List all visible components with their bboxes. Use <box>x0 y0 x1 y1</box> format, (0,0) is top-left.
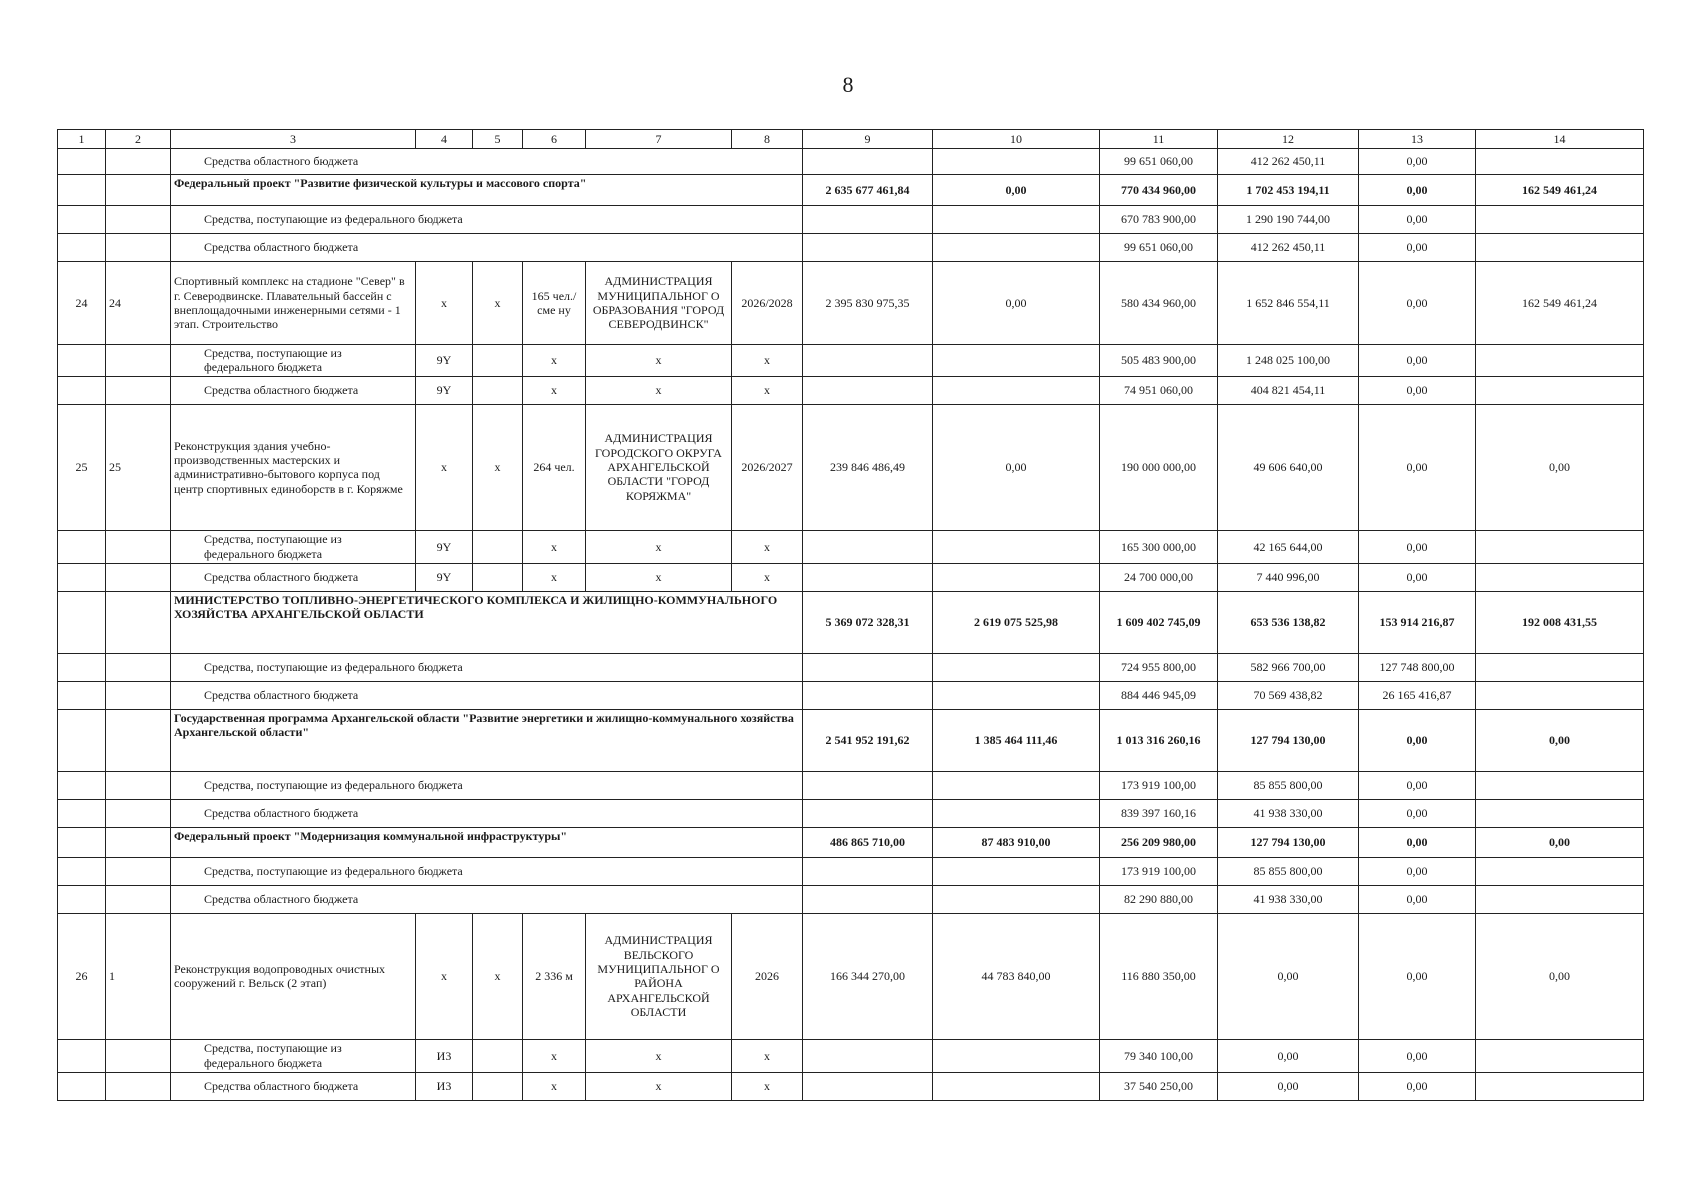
amount-cell-10 <box>933 1039 1100 1072</box>
header-cell: 6 <box>523 130 586 149</box>
amount-cell-14 <box>1476 681 1644 709</box>
amount-cell-13: 0,00 <box>1359 149 1476 175</box>
amount-cell-14 <box>1476 1072 1644 1100</box>
amount-cell-13: 0,00 <box>1359 771 1476 799</box>
amount-cell-11: 74 951 060,00 <box>1100 376 1218 404</box>
amount-cell-9 <box>803 857 933 885</box>
amount-cell-14 <box>1476 885 1644 913</box>
amount-cell-9 <box>803 345 933 377</box>
row-number-cell: 24 <box>58 262 106 345</box>
amount-cell-9 <box>803 885 933 913</box>
description-cell: Средства, поступающие из федерального бюджета <box>171 653 803 681</box>
customer-cell: АДМИНИСТРАЦИЯ МУНИЦИПАЛЬНОГ О ОБРАЗОВАНИЯ "ГОРОД СЕВЕРОДВИНСК" <box>586 262 732 345</box>
description-cell: Государственная программа Архангельской области "Развитие энергетики и жилищно-коммунального хозяйства Архангельской области" <box>171 709 803 771</box>
row-number-cell: 26 <box>58 913 106 1039</box>
amount-cell-10 <box>933 563 1100 591</box>
description-cell: Средства, поступающие из федерального бюджета <box>171 206 803 234</box>
header-cell: 2 <box>106 130 171 149</box>
period-cell: 2026/2027 <box>732 404 803 530</box>
amount-cell-14: 162 549 461,24 <box>1476 262 1644 345</box>
amount-cell-14 <box>1476 563 1644 591</box>
description-cell: Средства, поступающие из федерального бюджета <box>171 1039 416 1072</box>
table-row <box>58 1039 1644 1072</box>
amount-cell-11: 256 209 980,00 <box>1100 827 1218 857</box>
amount-cell-12: 49 606 640,00 <box>1218 404 1359 530</box>
budget-table <box>57 129 1644 1101</box>
header-cell: 1 <box>58 130 106 149</box>
item-number-cell <box>106 709 171 771</box>
amount-cell-9 <box>803 799 933 827</box>
amount-cell-10 <box>933 149 1100 175</box>
amount-cell-9: 486 865 710,00 <box>803 827 933 857</box>
amount-cell-11: 173 919 100,00 <box>1100 771 1218 799</box>
amount-cell-9 <box>803 1072 933 1100</box>
amount-cell-9 <box>803 376 933 404</box>
amount-cell-11: 190 000 000,00 <box>1100 404 1218 530</box>
amount-cell-12: 70 569 438,82 <box>1218 681 1359 709</box>
customer-cell: х <box>586 345 732 377</box>
table-row <box>58 857 1644 885</box>
code-cell: 9Y <box>416 563 473 591</box>
row-number-cell <box>58 799 106 827</box>
amount-cell-12: 0,00 <box>1218 1039 1359 1072</box>
item-number-cell: 25 <box>106 404 171 530</box>
amount-cell-13: 0,00 <box>1359 709 1476 771</box>
description-cell: Средства, поступающие из федерального бюджета <box>171 857 803 885</box>
code-cell: И3 <box>416 1039 473 1072</box>
item-number-cell: 1 <box>106 913 171 1039</box>
description-cell: Средства, поступающие из федерального бюджета <box>171 345 416 377</box>
amount-cell-12: 412 262 450,11 <box>1218 234 1359 262</box>
header-cell: 13 <box>1359 130 1476 149</box>
amount-cell-10 <box>933 234 1100 262</box>
description-cell: Средства, поступающие из федерального бюджета <box>171 530 416 563</box>
table-row <box>58 799 1644 827</box>
amount-cell-10 <box>933 206 1100 234</box>
amount-cell-13: 0,00 <box>1359 857 1476 885</box>
period-cell: х <box>732 1072 803 1100</box>
amount-cell-14: 162 549 461,24 <box>1476 175 1644 206</box>
header-cell: 8 <box>732 130 803 149</box>
amount-cell-14 <box>1476 1039 1644 1072</box>
amount-cell-10 <box>933 530 1100 563</box>
row-number-cell <box>58 530 106 563</box>
col5-cell: х <box>473 404 523 530</box>
amount-cell-10 <box>933 345 1100 377</box>
customer-cell: х <box>586 530 732 563</box>
item-number-cell <box>106 345 171 377</box>
period-cell: 2026 <box>732 913 803 1039</box>
table-row <box>58 591 1644 653</box>
amount-cell-9 <box>803 1039 933 1072</box>
amount-cell-14 <box>1476 653 1644 681</box>
amount-cell-10: 1 385 464 111,46 <box>933 709 1100 771</box>
amount-cell-9 <box>803 149 933 175</box>
amount-cell-14 <box>1476 771 1644 799</box>
amount-cell-13: 0,00 <box>1359 563 1476 591</box>
amount-cell-12: 0,00 <box>1218 1072 1359 1100</box>
table-row <box>58 345 1644 377</box>
item-number-cell <box>106 1072 171 1100</box>
amount-cell-11: 670 783 900,00 <box>1100 206 1218 234</box>
header-cell: 7 <box>586 130 732 149</box>
row-number-cell <box>58 771 106 799</box>
capacity-cell: х <box>523 530 586 563</box>
col5-cell: х <box>473 262 523 345</box>
code-cell: 9Y <box>416 345 473 377</box>
table-row <box>58 530 1644 563</box>
amount-cell-13: 0,00 <box>1359 206 1476 234</box>
amount-cell-10: 0,00 <box>933 404 1100 530</box>
row-number-cell <box>58 175 106 206</box>
amount-cell-11: 99 651 060,00 <box>1100 234 1218 262</box>
row-number-cell <box>58 591 106 653</box>
item-number-cell <box>106 799 171 827</box>
capacity-cell: х <box>523 1039 586 1072</box>
code-cell: х <box>416 262 473 345</box>
page-number: 8 <box>842 72 854 97</box>
item-number-cell <box>106 857 171 885</box>
header-cell: 11 <box>1100 130 1218 149</box>
amount-cell-10 <box>933 857 1100 885</box>
amount-cell-10: 0,00 <box>933 262 1100 345</box>
table-row <box>58 827 1644 857</box>
amount-cell-13: 0,00 <box>1359 530 1476 563</box>
item-number-cell <box>106 175 171 206</box>
amount-cell-11: 116 880 350,00 <box>1100 913 1218 1039</box>
amount-cell-12: 7 440 996,00 <box>1218 563 1359 591</box>
amount-cell-11: 173 919 100,00 <box>1100 857 1218 885</box>
description-cell: Федеральный проект "Модернизация коммунальной инфраструктуры" <box>171 827 803 857</box>
amount-cell-12: 85 855 800,00 <box>1218 857 1359 885</box>
amount-cell-9 <box>803 563 933 591</box>
row-number-cell <box>58 345 106 377</box>
row-number-cell <box>58 827 106 857</box>
item-number-cell <box>106 206 171 234</box>
period-cell: х <box>732 563 803 591</box>
amount-cell-13: 0,00 <box>1359 234 1476 262</box>
header-cell: 5 <box>473 130 523 149</box>
code-cell: И3 <box>416 1072 473 1100</box>
code-cell: 9Y <box>416 530 473 563</box>
amount-cell-10 <box>933 771 1100 799</box>
row-number-cell <box>58 234 106 262</box>
row-number-cell: 25 <box>58 404 106 530</box>
row-number-cell <box>58 1072 106 1100</box>
description-cell: Средства областного бюджета <box>171 376 416 404</box>
header-cell: 9 <box>803 130 933 149</box>
header-cell: 4 <box>416 130 473 149</box>
description-cell: Средства областного бюджета <box>171 149 803 175</box>
table-row <box>58 771 1644 799</box>
table-row <box>58 1072 1644 1100</box>
amount-cell-9: 2 635 677 461,84 <box>803 175 933 206</box>
capacity-cell: 264 чел. <box>523 404 586 530</box>
row-number-cell <box>58 653 106 681</box>
amount-cell-10 <box>933 885 1100 913</box>
amount-cell-12: 412 262 450,11 <box>1218 149 1359 175</box>
amount-cell-10: 0,00 <box>933 175 1100 206</box>
item-number-cell <box>106 885 171 913</box>
period-cell: 2026/2028 <box>732 262 803 345</box>
amount-cell-11: 505 483 900,00 <box>1100 345 1218 377</box>
description-cell: Средства областного бюджета <box>171 885 803 913</box>
capacity-cell: х <box>523 1072 586 1100</box>
amount-cell-9 <box>803 653 933 681</box>
amount-cell-10 <box>933 799 1100 827</box>
row-number-cell <box>58 206 106 234</box>
table-row <box>58 234 1644 262</box>
period-cell: х <box>732 345 803 377</box>
header-row <box>58 130 1644 149</box>
customer-cell: х <box>586 1072 732 1100</box>
amount-cell-13: 0,00 <box>1359 1039 1476 1072</box>
amount-cell-12: 41 938 330,00 <box>1218 885 1359 913</box>
table-row <box>58 404 1644 530</box>
code-cell: х <box>416 913 473 1039</box>
amount-cell-9: 2 541 952 191,62 <box>803 709 933 771</box>
description-cell: Средства областного бюджета <box>171 563 416 591</box>
amount-cell-14: 0,00 <box>1476 827 1644 857</box>
amount-cell-10 <box>933 653 1100 681</box>
amount-cell-13: 0,00 <box>1359 1072 1476 1100</box>
capacity-cell: х <box>523 376 586 404</box>
table-row <box>58 563 1644 591</box>
table-row <box>58 913 1644 1039</box>
amount-cell-12: 127 794 130,00 <box>1218 709 1359 771</box>
amount-cell-11: 724 955 800,00 <box>1100 653 1218 681</box>
item-number-cell <box>106 530 171 563</box>
amount-cell-11: 580 434 960,00 <box>1100 262 1218 345</box>
item-number-cell <box>106 234 171 262</box>
amount-cell-14 <box>1476 857 1644 885</box>
description-cell: Средства областного бюджета <box>171 1072 416 1100</box>
amount-cell-13: 0,00 <box>1359 913 1476 1039</box>
row-number-cell <box>58 1039 106 1072</box>
row-number-cell <box>58 563 106 591</box>
description-cell: Реконструкция водопроводных очистных сооружений г. Вельск (2 этап) <box>171 913 416 1039</box>
row-number-cell <box>58 885 106 913</box>
row-number-cell <box>58 709 106 771</box>
amount-cell-14: 192 008 431,55 <box>1476 591 1644 653</box>
item-number-cell: 24 <box>106 262 171 345</box>
amount-cell-13: 0,00 <box>1359 799 1476 827</box>
col5-cell <box>473 1039 523 1072</box>
amount-cell-10 <box>933 1072 1100 1100</box>
amount-cell-9 <box>803 234 933 262</box>
table-row <box>58 653 1644 681</box>
col5-cell <box>473 1072 523 1100</box>
amount-cell-14 <box>1476 799 1644 827</box>
amount-cell-13: 153 914 216,87 <box>1359 591 1476 653</box>
amount-cell-13: 0,00 <box>1359 404 1476 530</box>
capacity-cell: х <box>523 345 586 377</box>
amount-cell-9: 166 344 270,00 <box>803 913 933 1039</box>
amount-cell-11: 24 700 000,00 <box>1100 563 1218 591</box>
amount-cell-13: 26 165 416,87 <box>1359 681 1476 709</box>
item-number-cell <box>106 1039 171 1072</box>
item-number-cell <box>106 376 171 404</box>
col5-cell <box>473 376 523 404</box>
header-cell: 10 <box>933 130 1100 149</box>
amount-cell-11: 165 300 000,00 <box>1100 530 1218 563</box>
table-row <box>58 376 1644 404</box>
amount-cell-12: 1 248 025 100,00 <box>1218 345 1359 377</box>
table-row <box>58 206 1644 234</box>
amount-cell-13: 0,00 <box>1359 885 1476 913</box>
description-cell: Средства областного бюджета <box>171 234 803 262</box>
amount-cell-14: 0,00 <box>1476 913 1644 1039</box>
amount-cell-10: 87 483 910,00 <box>933 827 1100 857</box>
table-row <box>58 885 1644 913</box>
period-cell: х <box>732 530 803 563</box>
col5-cell: х <box>473 913 523 1039</box>
amount-cell-12: 42 165 644,00 <box>1218 530 1359 563</box>
customer-cell: АДМИНИСТРАЦИЯ ГОРОДСКОГО ОКРУГА АРХАНГЕЛЬСКОЙ ОБЛАСТИ "ГОРОД КОРЯЖМА" <box>586 404 732 530</box>
amount-cell-14 <box>1476 206 1644 234</box>
customer-cell: АДМИНИСТРАЦИЯ ВЕЛЬСКОГО МУНИЦИПАЛЬНОГ О РАЙОНА АРХАНГЕЛЬСКОЙ ОБЛАСТИ <box>586 913 732 1039</box>
capacity-cell: 165 чел./сме ну <box>523 262 586 345</box>
amount-cell-13: 0,00 <box>1359 376 1476 404</box>
item-number-cell <box>106 149 171 175</box>
description-cell: Средства областного бюджета <box>171 681 803 709</box>
amount-cell-10 <box>933 681 1100 709</box>
amount-cell-9 <box>803 206 933 234</box>
amount-cell-13: 0,00 <box>1359 175 1476 206</box>
col5-cell <box>473 530 523 563</box>
amount-cell-10 <box>933 376 1100 404</box>
header-cell: 14 <box>1476 130 1644 149</box>
period-cell: х <box>732 1039 803 1072</box>
amount-cell-11: 99 651 060,00 <box>1100 149 1218 175</box>
capacity-cell: 2 336 м <box>523 913 586 1039</box>
table-row <box>58 681 1644 709</box>
amount-cell-12: 127 794 130,00 <box>1218 827 1359 857</box>
amount-cell-9: 239 846 486,49 <box>803 404 933 530</box>
amount-cell-11: 839 397 160,16 <box>1100 799 1218 827</box>
customer-cell: х <box>586 376 732 404</box>
col5-cell <box>473 563 523 591</box>
row-number-cell <box>58 857 106 885</box>
amount-cell-13: 0,00 <box>1359 262 1476 345</box>
row-number-cell <box>58 149 106 175</box>
amount-cell-12: 582 966 700,00 <box>1218 653 1359 681</box>
customer-cell: х <box>586 563 732 591</box>
period-cell: х <box>732 376 803 404</box>
item-number-cell <box>106 591 171 653</box>
row-number-cell <box>58 681 106 709</box>
amount-cell-10: 44 783 840,00 <box>933 913 1100 1039</box>
item-number-cell <box>106 771 171 799</box>
amount-cell-14 <box>1476 345 1644 377</box>
amount-cell-12: 0,00 <box>1218 913 1359 1039</box>
amount-cell-13: 127 748 800,00 <box>1359 653 1476 681</box>
amount-cell-11: 79 340 100,00 <box>1100 1039 1218 1072</box>
amount-cell-11: 884 446 945,09 <box>1100 681 1218 709</box>
row-number-cell <box>58 376 106 404</box>
header-cell: 3 <box>171 130 416 149</box>
item-number-cell <box>106 653 171 681</box>
amount-cell-14: 0,00 <box>1476 709 1644 771</box>
description-cell: Федеральный проект "Развитие физической культуры и массового спорта" <box>171 175 803 206</box>
amount-cell-12: 1 290 190 744,00 <box>1218 206 1359 234</box>
table-row <box>58 149 1644 175</box>
amount-cell-9: 5 369 072 328,31 <box>803 591 933 653</box>
customer-cell: х <box>586 1039 732 1072</box>
amount-cell-10: 2 619 075 525,98 <box>933 591 1100 653</box>
col5-cell <box>473 345 523 377</box>
amount-cell-9: 2 395 830 975,35 <box>803 262 933 345</box>
code-cell: 9Y <box>416 376 473 404</box>
table-row <box>58 262 1644 345</box>
amount-cell-11: 82 290 880,00 <box>1100 885 1218 913</box>
item-number-cell <box>106 563 171 591</box>
amount-cell-14: 0,00 <box>1476 404 1644 530</box>
header-cell: 12 <box>1218 130 1359 149</box>
amount-cell-12: 404 821 454,11 <box>1218 376 1359 404</box>
table-row <box>58 175 1644 206</box>
amount-cell-11: 770 434 960,00 <box>1100 175 1218 206</box>
amount-cell-11: 37 540 250,00 <box>1100 1072 1218 1100</box>
description-cell: Средства, поступающие из федерального бюджета <box>171 771 803 799</box>
amount-cell-12: 41 938 330,00 <box>1218 799 1359 827</box>
item-number-cell <box>106 681 171 709</box>
description-cell: Средства областного бюджета <box>171 799 803 827</box>
amount-cell-9 <box>803 530 933 563</box>
amount-cell-9 <box>803 681 933 709</box>
description-cell: МИНИСТЕРСТВО ТОПЛИВНО-ЭНЕРГЕТИЧЕСКОГО КОМПЛЕКСА И ЖИЛИЩНО-КОММУНАЛЬНОГО ХОЗЯЙСТВА АРХАНГЕЛЬСКОЙ ОБЛАСТИ <box>171 591 803 653</box>
amount-cell-13: 0,00 <box>1359 827 1476 857</box>
description-cell: Реконструкция здания учебно-производственных мастерских и административно-бытового корпуса под центр спортивных единоборств в г. Коряжме <box>171 404 416 530</box>
table-row <box>58 709 1644 771</box>
capacity-cell: х <box>523 563 586 591</box>
amount-cell-14 <box>1476 234 1644 262</box>
amount-cell-14 <box>1476 530 1644 563</box>
amount-cell-12: 1 702 453 194,11 <box>1218 175 1359 206</box>
item-number-cell <box>106 827 171 857</box>
code-cell: х <box>416 404 473 530</box>
amount-cell-12: 85 855 800,00 <box>1218 771 1359 799</box>
amount-cell-11: 1 013 316 260,16 <box>1100 709 1218 771</box>
amount-cell-12: 1 652 846 554,11 <box>1218 262 1359 345</box>
amount-cell-12: 653 536 138,82 <box>1218 591 1359 653</box>
amount-cell-14 <box>1476 149 1644 175</box>
amount-cell-9 <box>803 771 933 799</box>
amount-cell-14 <box>1476 376 1644 404</box>
amount-cell-13: 0,00 <box>1359 345 1476 377</box>
amount-cell-11: 1 609 402 745,09 <box>1100 591 1218 653</box>
description-cell: Спортивный комплекс на стадионе "Север" в г. Северодвинске. Плавательный бассейн с внеплощадочными инженерными сетями - 1 этап. Строительство <box>171 262 416 345</box>
